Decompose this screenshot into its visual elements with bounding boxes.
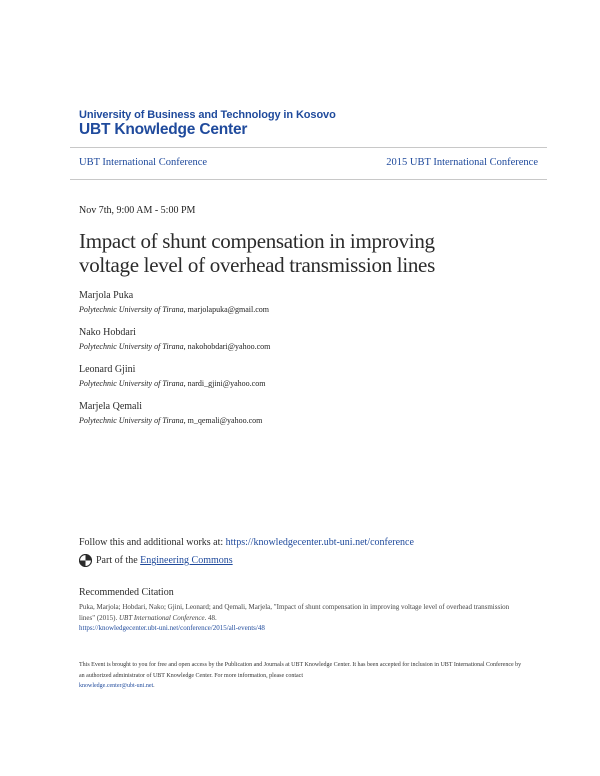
author-name: Marjela Qemali — [79, 401, 143, 412]
citation-suffix: . 48. — [204, 613, 217, 622]
part-of-line — [79, 554, 233, 567]
author-affiliation — [79, 416, 262, 425]
affiliation-name: Polytechnic University of Tirana — [79, 416, 184, 425]
knowledge-center-title[interactable]: UBT Knowledge Center — [79, 121, 248, 138]
author-name: Leonard Gjini — [79, 364, 136, 375]
access-notice — [79, 660, 524, 692]
author-name: Marjola Puka — [79, 290, 134, 301]
contact-email-link[interactable]: knowledge.center@ubt-uni.net — [79, 683, 154, 689]
notice-end: . — [153, 683, 155, 689]
part-of-text: Part of the — [96, 555, 138, 566]
author-affiliation — [79, 342, 270, 351]
follow-line — [79, 537, 414, 548]
header-divider — [70, 147, 547, 148]
nav-divider — [70, 179, 547, 180]
creative-commons-icon — [79, 554, 92, 567]
event-date: Nov 7th, 9:00 AM - 5:00 PM — [79, 205, 196, 216]
citation-body — [79, 602, 519, 634]
author-affiliation — [79, 305, 269, 314]
author-email: , marjolapuka@gmail.com — [183, 305, 269, 314]
author-email: , m_qemali@yahoo.com — [183, 416, 263, 425]
citation-url[interactable]: https://knowledgecenter.ubt-uni.net/conference/2015/all-events/48 — [79, 624, 265, 632]
follow-text: Follow this and additional works at: — [79, 537, 226, 548]
author-affiliation — [79, 379, 265, 388]
engineering-commons-link[interactable]: Engineering Commons — [140, 555, 233, 566]
nav-link-2015-conference[interactable]: 2015 UBT International Conference — [386, 157, 538, 168]
page-title: Impact of shunt compensation in improving voltage level of overhead transmission lines — [79, 229, 435, 277]
notice-text: This Event is brought to you for free and open access by the Publication and Journals at UBT Knowledge Center. It has been accepted for inclusion in UBT International Conference by an authorized administrator of UBT Knowledge Center. For more information, please contact — [79, 662, 522, 679]
author-email: , nakohobdari@yahoo.com — [183, 342, 271, 351]
nav-link-conference[interactable]: UBT International Conference — [79, 157, 208, 168]
recommended-citation-heading: Recommended Citation — [79, 587, 174, 598]
citation-journal: UBT International Conference — [119, 613, 205, 622]
conference-link[interactable]: https://knowledgecenter.ubt-uni.net/conference — [225, 537, 414, 548]
affiliation-name: Polytechnic University of Tirana — [79, 342, 184, 351]
author-name: Nako Hobdari — [79, 327, 136, 338]
affiliation-name: Polytechnic University of Tirana — [79, 379, 184, 388]
author-email: , nardi_gjini@yahoo.com — [183, 379, 266, 388]
affiliation-name: Polytechnic University of Tirana — [79, 305, 184, 314]
institution-name[interactable]: University of Business and Technology in Kosovo — [79, 109, 336, 121]
citation-text: Puka, Marjola; Hobdari, Nako; Gjini, Leonard; and Qemali, Marjela, "Impact of shunt compensation in improving voltage level of overhead transmission lines" (2015). — [79, 603, 510, 622]
